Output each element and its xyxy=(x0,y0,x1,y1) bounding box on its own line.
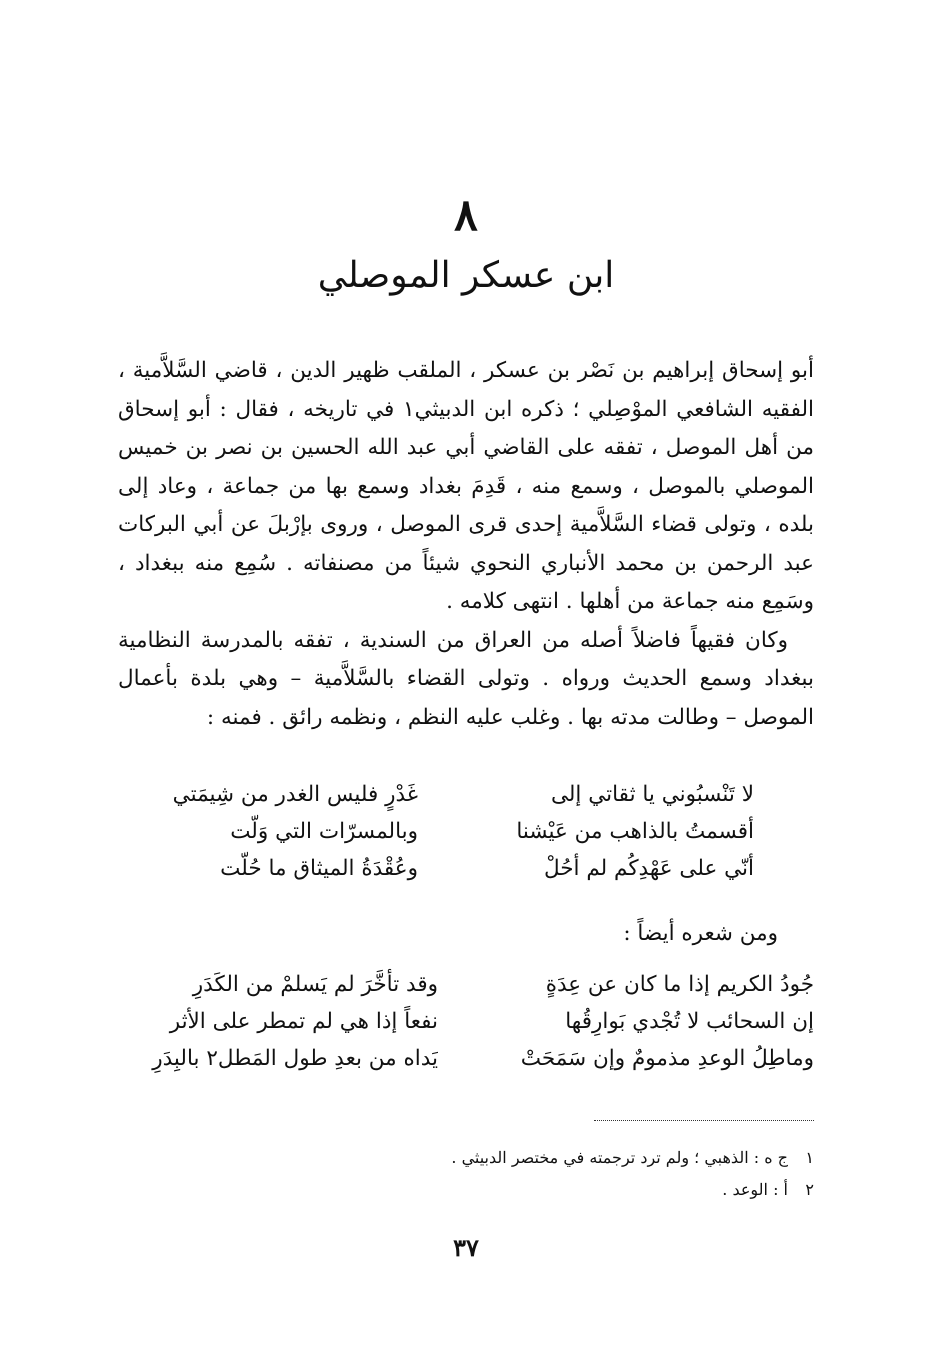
footnote-number: ٢ xyxy=(805,1180,814,1199)
page-number: ٣٧ xyxy=(453,1233,479,1262)
verse-line xyxy=(118,850,814,887)
paragraph: أبو إسحاق إبراهيم بن نَصْر بن عسكر ، الملقب ظهير الدين ، قاضي السَّلاَّمية ، الفقيه الشافعي الموْصِلي ؛ ذكره ابن الدبيثي١ في تاريخه ، فقال : أبو إسحاق من أهل الموصل ، تفقه على القاضي أبي عبد الله الحسين بن نصر بن خميس الموصلي بالموصل ، وسمع منه ، قَدِمَ بغداد وسمع بها من جماعة ، وعاد إلى بلده ، وتولى قضاء السَّلاَّمية إحدى قرى الموصل ، وروى بإرْبلَ عن أبي البركات عبد الرحمن بن محمد الأنباري النحوي شيئاً من مصنفاته . سُمِع منه ببغداد ، وسَمِع منه جماعة من أهلها . انتهى كلامه . xyxy=(118,358,815,614)
verse-line xyxy=(118,1040,814,1077)
chapter-number: ٨ xyxy=(454,190,478,241)
poem-intro: ومن شعره أيضاً : xyxy=(623,921,778,946)
footnote-text: ج ه : الذهبي ؛ ولم ترد ترجمته في مختصر الدبيثي . xyxy=(451,1148,788,1167)
verse-first-hemistich: أقسمتُ بالذاهب من عَيْشنا xyxy=(516,819,754,844)
verse-second-hemistich: غَدْرٍ فليس الغدر من شِيمَتي xyxy=(172,782,418,807)
paragraph: وكان فقيهاً فاضلاً أصله من العراق من السندية ، تفقه بالمدرسة النظامية ببغداد وسمع الحديث ورواه . وتولى القضاء بالسَّلاَّمية – وهي بلدة بأعمال الموصل – وطالت مدته بها . وغلب عليه النظم ، ونظمه رائق . فمنه : xyxy=(118,627,814,730)
verse-line xyxy=(118,776,814,813)
chapter-title: ابن عسكر الموصلي xyxy=(317,255,615,296)
footnote-divider xyxy=(594,1120,814,1121)
poem-block xyxy=(118,966,814,1077)
footnote xyxy=(300,1174,814,1206)
biography-text xyxy=(118,352,814,737)
verse-line xyxy=(118,966,814,1003)
verse-second-hemistich: وقد تأخَّرَ لم يَسلمْ من الكَدَرِ xyxy=(192,972,438,997)
verse-first-hemistich: أنّي على عَهْدِكُم لم أحُلْ xyxy=(543,856,754,881)
verse-first-hemistich: جُودُ الكريم إذا ما كان عن عِدَةٍ xyxy=(545,972,814,997)
verse-second-hemistich: وبالمسرّات التي وَلّت xyxy=(230,819,418,844)
footnotes xyxy=(300,1142,814,1206)
footnote xyxy=(300,1142,814,1174)
footnote-number: ١ xyxy=(805,1148,814,1167)
footnote-text: أ : الوعد . xyxy=(722,1180,788,1199)
verse-second-hemistich: يَداه من بعدِ طول المَطل٢ بالبِدَرِ xyxy=(152,1046,438,1071)
verse-line xyxy=(118,813,814,850)
verse-first-hemistich: وماطِلُ الوعدِ مذمومٌ وإن سَمَحَتْ xyxy=(520,1046,814,1071)
verse-second-hemistich: وعُقْدَةُ الميثاق ما حُلّت xyxy=(220,856,418,881)
poem-block xyxy=(118,776,814,887)
verse-second-hemistich: نفعاً إذا هي لم تمطر على الأثر xyxy=(169,1009,438,1034)
verse-first-hemistich: لا تَنْسبُوني يا ثقاتي إلى xyxy=(550,782,754,807)
verse-line xyxy=(118,1003,814,1040)
verse-first-hemistich: إن السحائب لا تُجْدي بَوارِقُها xyxy=(565,1009,814,1034)
